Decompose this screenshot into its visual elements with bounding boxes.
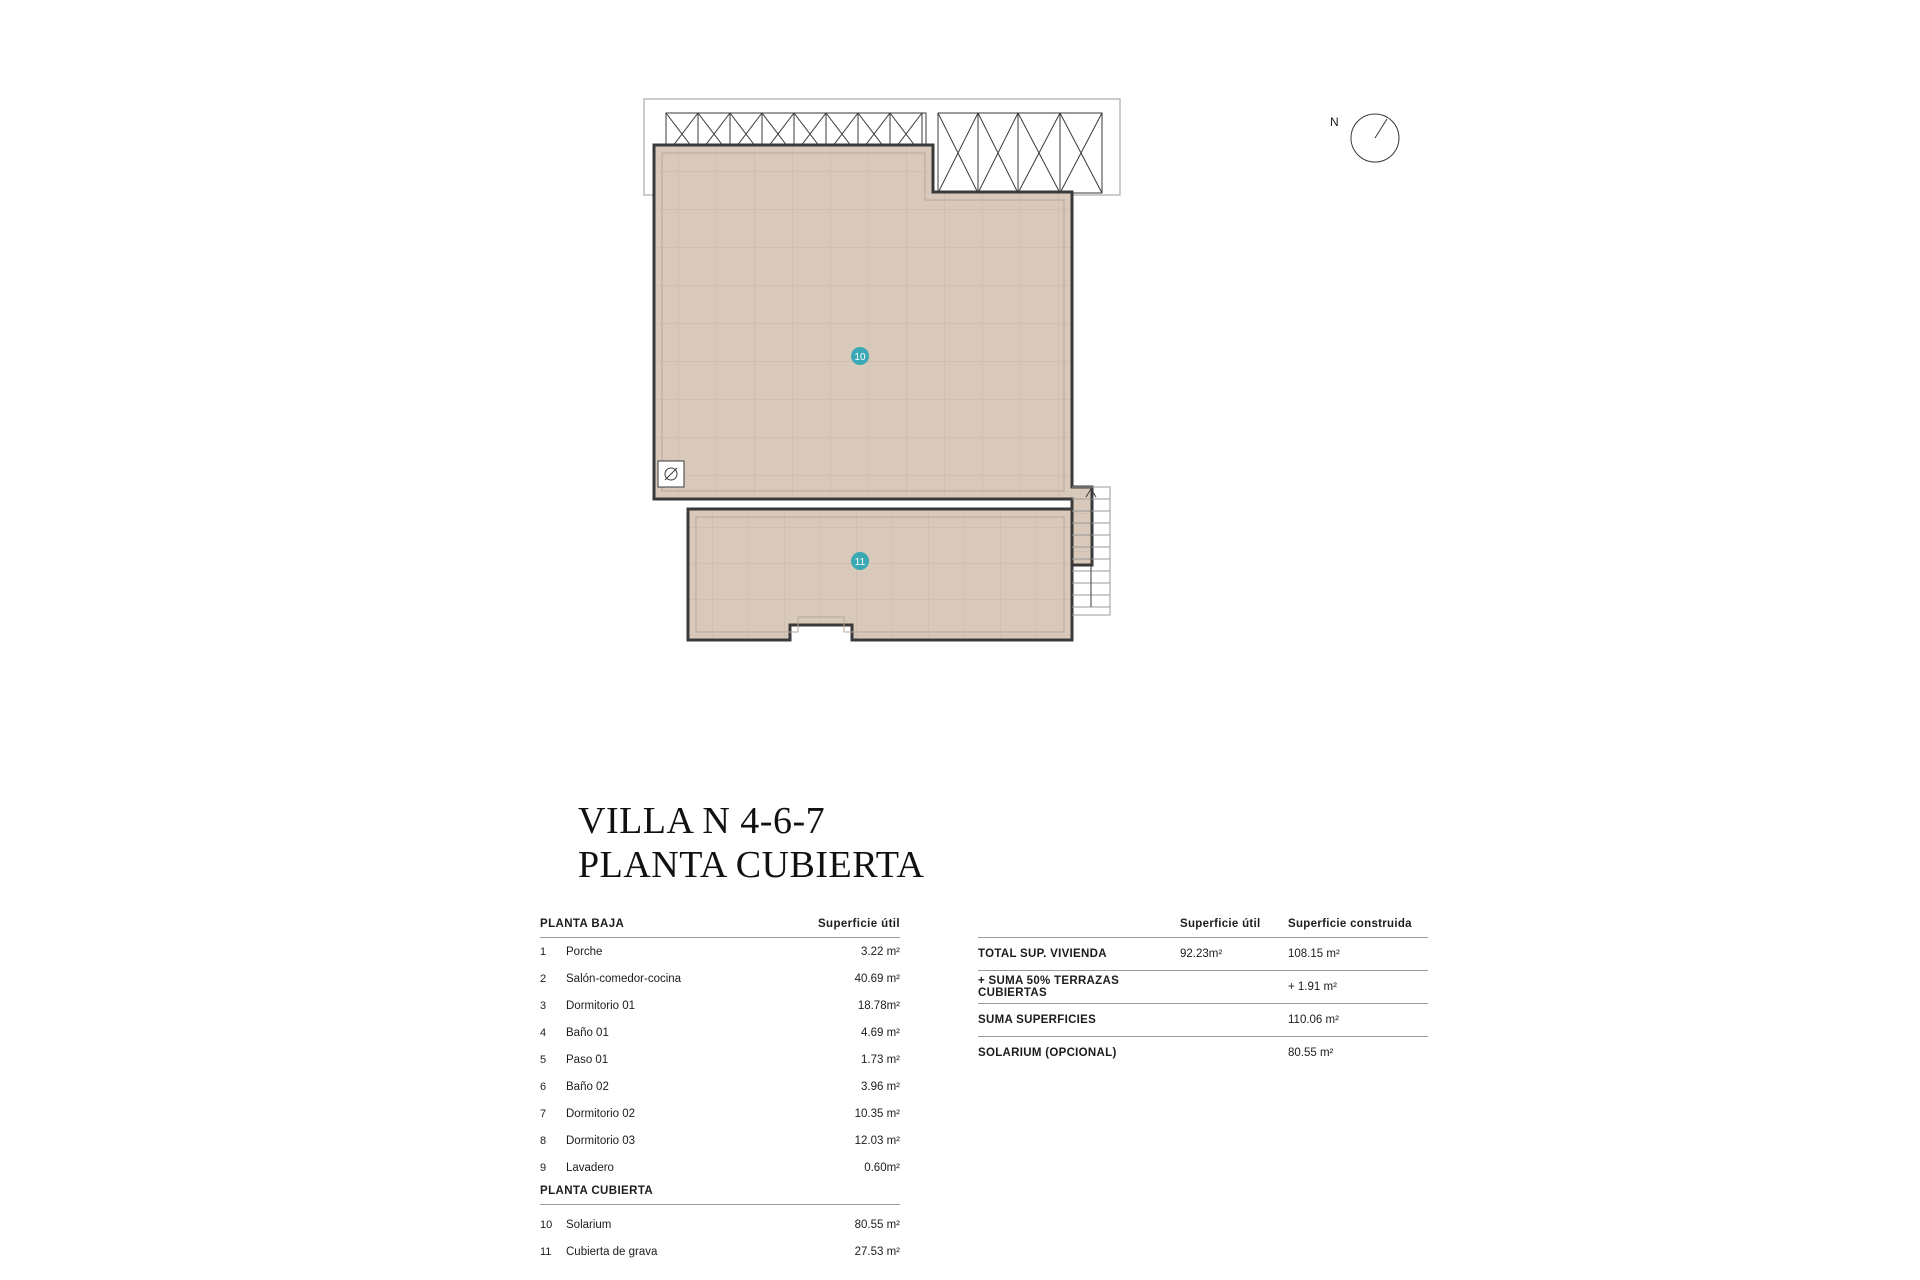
legend-row <box>540 1211 900 1238</box>
legend-row-number: 4 <box>540 1026 547 1039</box>
legend-row <box>540 965 900 992</box>
summary-row-built: 80.55 m² <box>1288 1047 1334 1059</box>
legend-row-value: 40.69 m² <box>854 972 900 985</box>
summary-row-label: SUMA SUPERFICIES <box>978 1014 1097 1026</box>
legend-row <box>540 938 900 965</box>
drain-symbol <box>658 461 684 487</box>
summary-row-label: SOLARIUM (OPCIONAL) <box>978 1047 1117 1059</box>
legend-table <box>540 918 900 1265</box>
summary-row-built: + 1.91 m² <box>1288 981 1337 993</box>
legend-row <box>540 1154 900 1181</box>
legend-subheader: PLANTA CUBIERTA <box>540 1181 900 1205</box>
legend-row-value: 27.53 m² <box>854 1245 900 1258</box>
legend-row-value: 10.35 m² <box>854 1107 900 1120</box>
summary-row-label: TOTAL SUP. VIVIENDA <box>978 948 1107 960</box>
summary-header-col2: Superficie útil <box>1180 918 1261 930</box>
floor-plan-drawing <box>640 95 1300 795</box>
legend-row-value: 3.22 m² <box>861 945 900 958</box>
svg-text:11: 11 <box>854 557 866 568</box>
svg-text:10: 10 <box>854 352 866 363</box>
legend-row <box>540 1046 900 1073</box>
summary-header <box>978 918 1428 938</box>
legend-row-number: 11 <box>540 1245 552 1258</box>
room-marker-10 <box>851 347 869 365</box>
legend-row-number: 5 <box>540 1053 547 1066</box>
legend-row-number: 7 <box>540 1107 547 1120</box>
compass-rose <box>1330 105 1420 175</box>
page-title <box>578 800 924 887</box>
legend-row-label: Solarium <box>566 1218 612 1231</box>
legend-header <box>540 918 900 938</box>
legend-row-value: 80.55 m² <box>854 1218 900 1231</box>
legend-row-number: 10 <box>540 1218 553 1231</box>
summary-row-useful: 92.23m² <box>1180 948 1223 960</box>
legend-header-right: Superficie útil <box>817 918 900 930</box>
legend-row-number: 3 <box>540 999 547 1012</box>
compass-north-label: N <box>1330 115 1339 129</box>
summary-row-built: 108.15 m² <box>1288 948 1340 960</box>
summary-row <box>978 1004 1428 1037</box>
legend-row-value: 1.73 m² <box>861 1053 900 1066</box>
legend-row-value: 12.03 m² <box>854 1134 900 1147</box>
legend-row-label: Lavadero <box>566 1161 614 1174</box>
legend-row-label: Dormitorio 02 <box>566 1107 636 1120</box>
legend-row-label: Porche <box>566 945 603 958</box>
legend-row-label: Baño 02 <box>566 1080 609 1093</box>
legend-row-label: Paso 01 <box>566 1053 609 1066</box>
title-line-2: PLANTA CUBIERTA <box>578 843 925 886</box>
legend-row-label: Dormitorio 03 <box>566 1134 636 1147</box>
legend-header-left: PLANTA BAJA <box>540 918 625 930</box>
legend-row-number: 6 <box>540 1080 547 1093</box>
legend-row-number: 1 <box>540 945 547 958</box>
legend-row-value: 3.96 m² <box>861 1080 900 1093</box>
legend-row-number: 9 <box>540 1161 547 1174</box>
compass-icon <box>1330 105 1420 175</box>
legend-row <box>540 1019 900 1046</box>
summary-row <box>978 971 1428 1004</box>
summary-row <box>978 1037 1428 1069</box>
legend-row <box>540 1073 900 1100</box>
legend-row-value: 18.78m² <box>857 999 900 1012</box>
title-line-1: VILLA N 4-6-7 <box>578 800 826 842</box>
legend-row <box>540 1238 900 1265</box>
summary-row <box>978 938 1428 971</box>
summary-row-label: + SUMA 50% TERRAZAS CUBIERTAS <box>978 975 1120 999</box>
legend-row <box>540 992 900 1019</box>
legend-row-value: 4.69 m² <box>861 1026 900 1039</box>
summary-header-col3: Superficie construida <box>1288 918 1412 930</box>
legend-row-label: Dormitorio 01 <box>566 999 636 1012</box>
legend-row <box>540 1127 900 1154</box>
legend-row-value: 0.60m² <box>864 1161 900 1174</box>
summary-row-built: 110.06 m² <box>1288 1014 1339 1026</box>
gravel-roof-area <box>688 509 1072 640</box>
summary-header-col1 <box>978 918 1180 930</box>
legend-row-number: 2 <box>540 972 547 985</box>
legend-row <box>540 1100 900 1127</box>
legend-row-number: 8 <box>540 1134 547 1147</box>
legend-row-label: Baño 01 <box>566 1026 609 1039</box>
room-marker-11 <box>851 552 869 570</box>
legend-row-label: Cubierta de grava <box>566 1245 658 1258</box>
legend-row-label: Salón-comedor-cocina <box>566 972 682 985</box>
summary-table <box>978 918 1428 1069</box>
